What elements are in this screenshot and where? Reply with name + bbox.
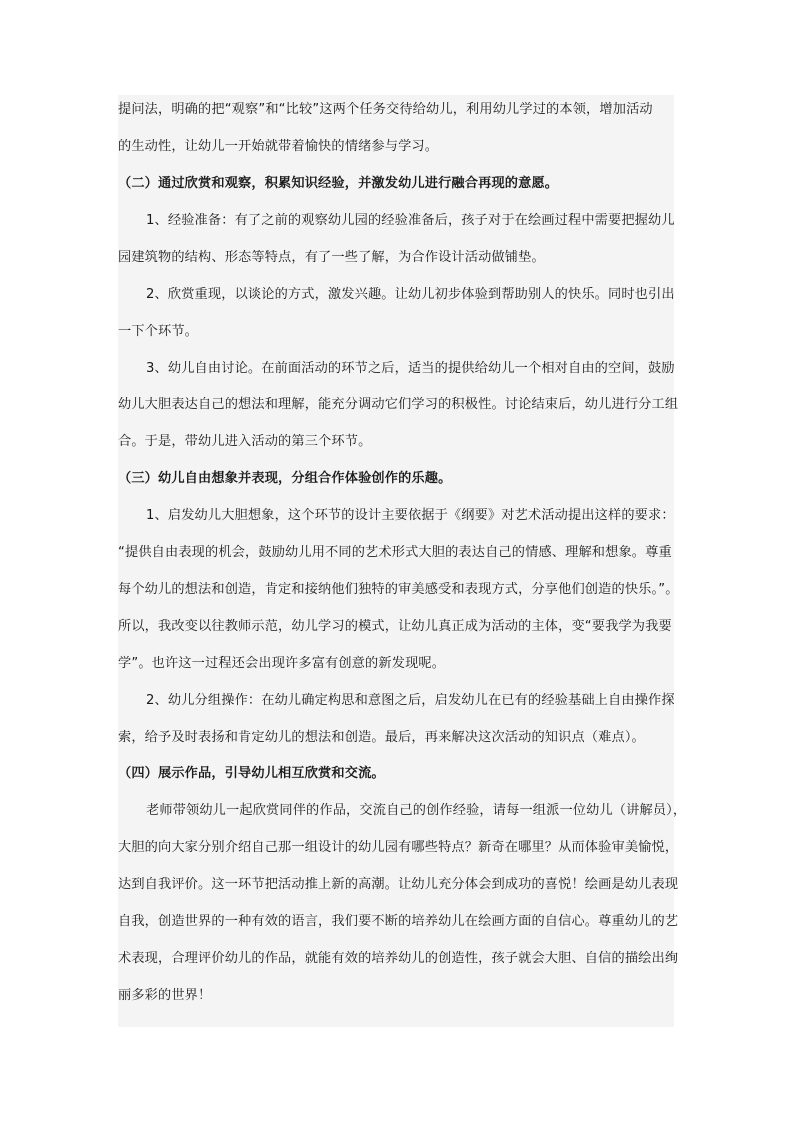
paragraph-line: 学”。也许这一过程还会出现许多富有创意的新发现呢。 <box>118 656 446 671</box>
document-text-block <box>118 95 687 1027</box>
paragraph-line: 1、经验准备：有了之前的观察幼儿园的经验准备后，孩子对于在绘画过程中需要把握幼儿 <box>146 213 675 228</box>
paragraph-line: 1、启发幼儿大胆想象，这个环节的设计主要依据于《纲要》对艺术活动提出这样的要求： <box>146 508 675 523</box>
paragraph-line: 2、幼儿分组操作：在幼儿确定构思和意图之后，启发幼儿在已有的经验基础上自由操作探 <box>146 693 675 708</box>
paragraph-line: 索，给予及时表扬和肯定幼儿的想法和创造。最后，再来解决这次活动的知识点（难点）。 <box>118 730 645 745</box>
section-heading: （三）幼儿自由想象并表现，分组合作体验创作的乐趣。 <box>118 471 452 486</box>
paragraph-line: 提问法，明确的把“观察”和“比较”这两个任务交待给幼儿，利用幼儿学过的本领，增加活动 <box>118 102 653 117</box>
paragraph-line: 每个幼儿的想法和创造，肯定和接纳他们独特的审美感受和表现方式，分享他们创造的快乐。”。 <box>118 582 679 597</box>
paragraph-line: 2、欣赏重现，以谈论的方式，激发兴趣。让幼儿初步体验到帮助别人的快乐。同时也引出 <box>146 287 675 302</box>
paragraph-line: 合。于是，带幼儿进入活动的第三个环节。 <box>118 434 372 449</box>
paragraph-line: 丽多彩的世界！ <box>118 988 212 1003</box>
paragraph-line: 3、幼儿自由讨论。在前面活动的环节之后，适当的提供给幼儿一个相对自由的空间，鼓励 <box>146 361 675 376</box>
paragraph-line: “提供自由表现的机会，鼓励幼儿用不同的艺术形式大胆的表达自己的情感、理解和想象。尊重 <box>118 545 672 560</box>
paragraph-line: 术表现，合理评价幼儿的作品，就能有效的培养幼儿的创造性，孩子就会大胆、自信的描绘出绚 <box>118 951 679 966</box>
paragraph-line: 幼儿大胆表达自己的想法和理解，能充分调动它们学习的积极性。讨论结束后，幼儿进行分工组 <box>118 397 679 412</box>
paragraph-line: 老师带领幼儿一起欣赏同伴的作品，交流自己的创作经验，请每一组派一位幼儿（讲解员）， <box>146 803 687 818</box>
paragraph-line: 的生动性，让幼儿一开始就带着愉快的情绪参与学习。 <box>118 139 439 154</box>
paragraph-line: 一下个环节。 <box>118 324 199 339</box>
section-heading: （二）通过欣赏和观察，积累知识经验，并激发幼儿进行融合再现的意愿。 <box>118 176 559 191</box>
paragraph-line: 所以，我改变以往教师示范，幼儿学习的模式，让幼儿真正成为活动的主体，变“要我学为我要 <box>118 619 672 634</box>
paragraph-line: 园建筑物的结构、形态等特点，有了一些了解，为合作设计活动做铺垫。 <box>118 250 545 265</box>
section-heading: （四）展示作品，引导幼儿相互欣赏和交流。 <box>118 766 385 781</box>
paragraph-line: 大胆的向大家分别介绍自己那一组设计的幼儿园有哪些特点？新奇在哪里？从而体验审美愉悦， <box>118 840 679 855</box>
paragraph-line: 自我，创造世界的一种有效的语言，我们要不断的培养幼儿在绘画方面的自信心。尊重幼儿的艺 <box>118 914 679 929</box>
paragraph-line: 达到自我评价。这一环节把活动推上新的高潮。让幼儿充分体会到成功的喜悦！绘画是幼儿表现 <box>118 877 679 892</box>
